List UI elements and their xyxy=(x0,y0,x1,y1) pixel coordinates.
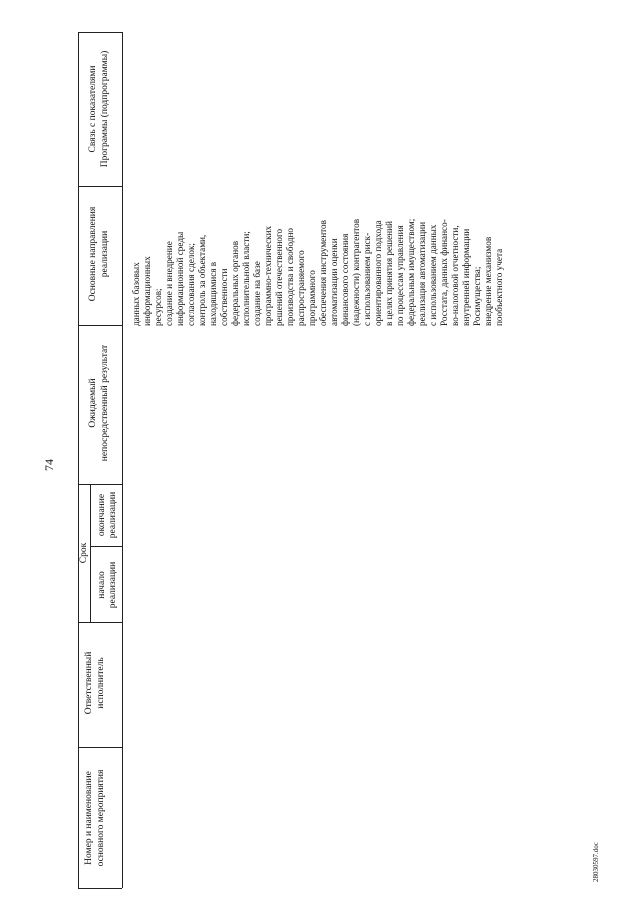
directions-line: федеральных органов xyxy=(230,240,240,326)
directions-line: финансового состояния xyxy=(340,233,350,326)
srok-subheader-line xyxy=(90,484,91,622)
directions-line: по процессам управления xyxy=(395,225,405,326)
directions-line: Росимущества; xyxy=(472,266,482,326)
directions-line: пообъектного учета xyxy=(494,248,504,326)
table-border-right xyxy=(78,32,122,33)
directions-line: реализация автоматизации xyxy=(417,222,427,326)
directions-line: находящимися в xyxy=(208,261,218,326)
directions-line: распространяемого xyxy=(296,250,306,326)
directions-line: обеспечения инструментов xyxy=(318,220,328,326)
header-col-result: Ожидаемый непосредственный результат xyxy=(88,344,110,462)
directions-line: с использованием риск- xyxy=(362,232,372,326)
header-col-executor: Ответственный исполнитель xyxy=(84,651,106,715)
header-col-number: Номер и наименование основного мероприятия xyxy=(84,769,106,867)
header-col-srok: Срок xyxy=(79,542,89,564)
directions-line: создание на базе xyxy=(252,261,262,326)
header-col-srok-start: начало реализации xyxy=(97,561,118,609)
directions-line: программного xyxy=(307,270,317,326)
directions-line: согласования сделок; xyxy=(186,243,196,326)
col-sep-1 xyxy=(78,186,122,187)
directions-line: внутренней информации xyxy=(461,228,471,326)
directions-line: ресурсов; xyxy=(153,288,163,326)
page-number: 74 xyxy=(42,459,56,471)
table-header-bottom xyxy=(122,32,123,888)
header-col-link: Связь с показателями Программы (подпрограммы) xyxy=(88,50,110,168)
directions-line: внедрение механизмов xyxy=(483,236,493,326)
header-col-srok-end: окончание реализации xyxy=(97,491,118,539)
directions-line: создание и внедрение xyxy=(164,241,174,326)
directions-line: информационной среды xyxy=(175,231,185,326)
directions-line: во-налоговой отчетности, xyxy=(450,225,460,326)
directions-line: решений отечественного xyxy=(274,228,284,326)
col-sep-srok-mid xyxy=(90,546,122,547)
col-sep-4 xyxy=(78,622,122,623)
directions-line: с использованием данных xyxy=(428,224,438,326)
col-sep-5 xyxy=(78,747,122,748)
directions-line: программно-технических xyxy=(263,225,273,326)
directions-line: исполнительной власти; xyxy=(241,231,251,326)
directions-line: Росстата, данных финансо- xyxy=(439,219,449,326)
col-sep-3 xyxy=(78,484,122,485)
directions-line: федеральным имуществом; xyxy=(406,218,416,326)
directions-line: производства и свободно xyxy=(285,228,295,326)
col-sep-2 xyxy=(78,325,122,326)
directions-line: данных базовых xyxy=(131,262,141,326)
header-col-directions: Основные направления реализации xyxy=(88,206,110,302)
directions-line: автоматизации оценки xyxy=(329,238,339,326)
directions-cell xyxy=(131,126,505,326)
directions-line: информационных xyxy=(142,256,152,326)
directions-line: в целях принятия решений xyxy=(384,221,394,326)
directions-line: контроль за объектами, xyxy=(197,234,207,326)
table-border-bottom xyxy=(78,888,122,889)
directions-line: собственности xyxy=(219,268,229,326)
directions-line: (надежности) контрагентов xyxy=(351,218,361,326)
directions-line: ориентированного подхода xyxy=(373,220,383,326)
footer-doc-id: 28030597.doc xyxy=(592,842,600,882)
table-border-left xyxy=(78,32,79,888)
